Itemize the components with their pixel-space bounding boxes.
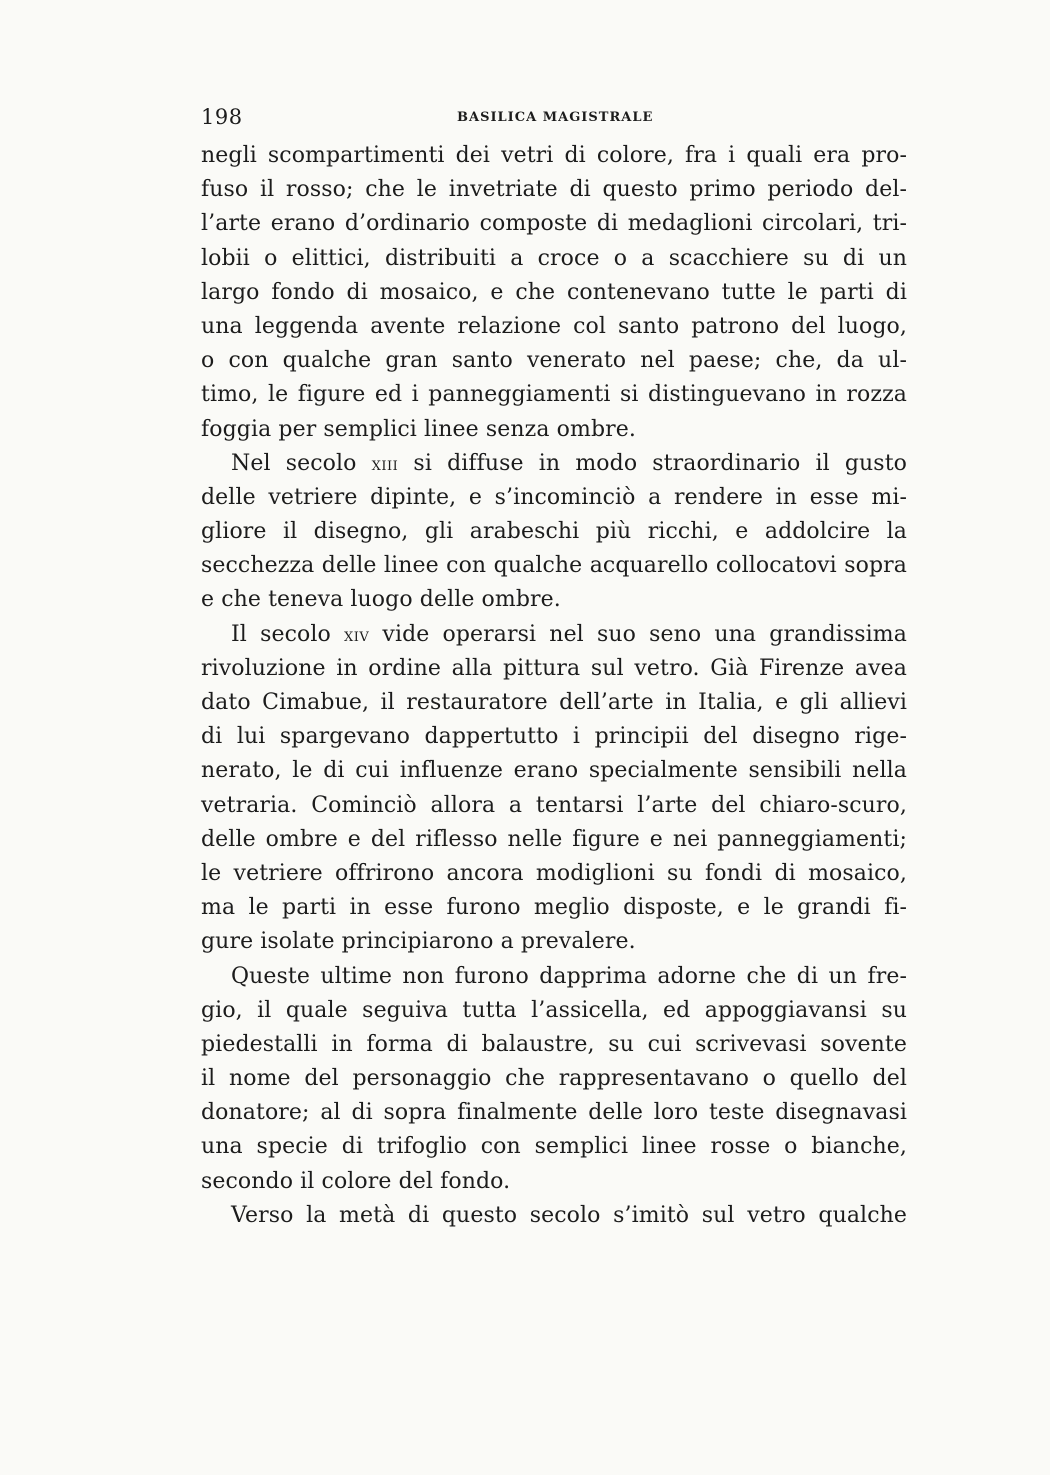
text-line: foggia per semplici linee senza ombre. [201,416,636,442]
paragraph-start-line: Verso la metà di questo secolo s’imitò sul vetro qualche [231,1202,907,1228]
text-line: gio, il quale seguiva tutta l’assicella, ed appoggiavansi su [201,997,907,1023]
running-title: BASILICA MAGISTRALE [457,110,654,125]
text-segment: vide operarsi nel suo seno una grandissima [369,621,907,647]
text-line: o con qualche gran santo venerato nel paese; che, da ul- [201,348,907,374]
roman-numeral-century: xiv [343,623,370,646]
page-header [201,102,907,132]
text-line: fuso il rosso; che le invetriate di questo primo periodo del- [201,177,907,203]
text-line: le vetriere offrirono ancora modiglioni su fondi di mosaico, [201,860,907,886]
text-line: secondo il colore del fondo. [201,1168,511,1194]
paragraph-start-line: Queste ultime non furono dapprima adorne che di un fre- [231,963,907,989]
text-line: delle vetriere dipinte, e s’incominciò a rendere in esse mi- [201,484,907,510]
text-line: l’arte erano d’ordinario composte di medaglioni circolari, tri- [201,211,907,237]
text-line: il nome del personaggio che rappresentavano o quello del [201,1066,907,1092]
text-line: negli scompartimenti dei vetri di colore, fra i quali era pro- [201,143,907,168]
text-line: una leggenda avente relazione col santo patrono del luogo, [201,313,907,339]
text-line: nerato, le di cui influenze erano specialmente sensibili nella [201,758,907,784]
text-line: di lui spargevano dappertutto i principii del disegno rige- [201,724,907,750]
text-line: delle ombre e del riflesso nelle figure e nei panneggiamenti; [201,826,907,852]
text-line: dato Cimabue, il restauratore dell’arte in Italia, e gli allievi [201,690,907,715]
text-line: e che teneva luogo delle ombre. [201,587,561,613]
text-segment: si diffuse in modo straordinario il gusto [398,450,907,476]
paragraph-start-line [201,618,907,652]
text-line: donatore; al di sopra finalmente delle loro teste disegnavasi [201,1100,907,1126]
text-line: largo fondo di mosaico, e che contenevano tutte le parti di [201,279,907,305]
text-line: gure isolate principiarono a prevalere. [201,929,636,955]
text-line: una specie di trifoglio con semplici linee rosse o bianche, [201,1134,907,1160]
text-line: vetraria. Cominciò allora a tentarsi l’arte del chiaro-scuro, [201,792,907,818]
body-text [201,139,907,1233]
text-line: ma le parti in esse furono meglio disposte, e le grandi fi- [201,895,907,921]
roman-numeral-century: xiii [371,452,399,475]
page-number: 198 [201,105,243,129]
text-line: lobii o elittici, distribuiti a croce o a scacchiere su di un [201,245,907,271]
text-line: timo, le figure ed i panneggiamenti si distinguevano in rozza [201,382,907,408]
text-line: gliore il disegno, gli arabeschi più ricchi, e addolcire la [201,519,907,545]
text-line: secchezza delle linee con qualche acquarello collocatovi sopra [201,553,907,579]
text-line: rivoluzione in ordine alla pittura sul vetro. Già Firenze avea [201,655,907,681]
text-segment: Il secolo [231,621,344,647]
text-line: piedestalli in forma di balaustre, su cui scrivevasi sovente [201,1031,907,1057]
text-segment: Nel secolo [231,450,372,476]
paragraph-start-line [201,447,907,481]
